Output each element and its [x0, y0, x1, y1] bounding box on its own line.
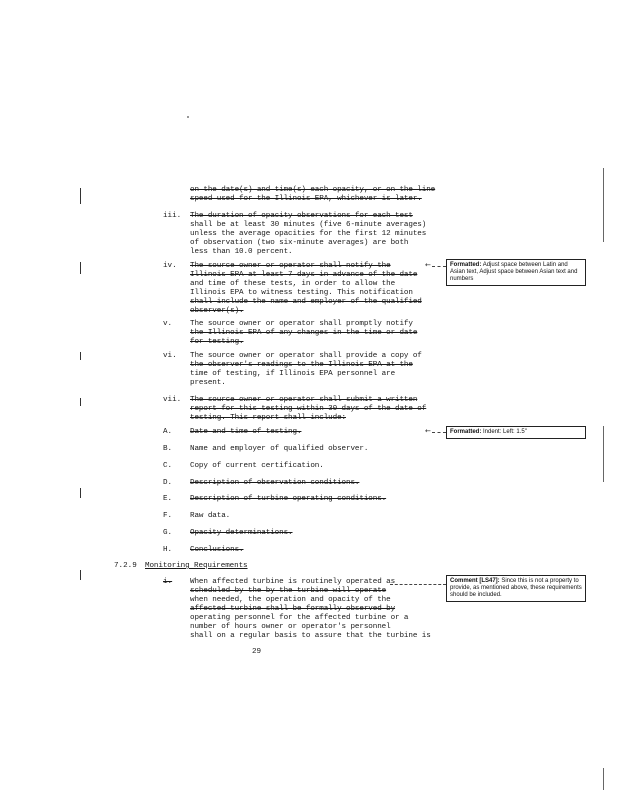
- body-line: when needed, the operation and opacity of the: [190, 596, 391, 604]
- comment-text: Since this is not a property to provide, as mentioned above, these requirements should be included.: [450, 578, 582, 598]
- body-line: number of hours owner or operator's personnel: [190, 623, 391, 631]
- body-line: shall include the name and employer of the qualified: [190, 298, 422, 306]
- comment-connector: [432, 266, 446, 267]
- comment-balloon-indent[interactable]: [446, 426, 586, 439]
- revision-bar: [80, 570, 81, 580]
- body-line: unless the average opacities for the first 12 minutes: [190, 230, 427, 238]
- body-line: scheduled by the by the turbine will operate: [190, 587, 387, 595]
- comment-label: Formatted:: [450, 429, 482, 435]
- body-line: observer(s).: [190, 307, 244, 315]
- page-number: 29: [252, 648, 262, 656]
- body-line: Illinois EPA at least 7 days in advance of the date: [190, 271, 418, 279]
- body-line: The source owner or operator shall notify the: [190, 262, 391, 270]
- connector-arrow-icon: ←: [425, 427, 431, 435]
- revision-bar: [80, 188, 81, 204]
- comment-text: Indent: Left: 1.5": [483, 429, 527, 435]
- body-line: the Illinois EPA of any changes in the time or date: [190, 329, 418, 337]
- sub-item-marker: E.: [163, 495, 173, 503]
- body-line: less than 10.0 percent.: [190, 248, 293, 256]
- item-marker: iv.: [163, 262, 177, 270]
- body-line: The source owner or operator shall provide a copy of: [190, 352, 422, 360]
- sub-item-marker: B.: [163, 445, 173, 453]
- comment-connector: [390, 584, 446, 585]
- body-line: The source owner or operator shall submit a written: [190, 396, 418, 404]
- comment-balloon-ls47[interactable]: [446, 575, 586, 602]
- body-line: the observer's readings to the Illinois EPA at the: [190, 361, 413, 369]
- markup-pane-border: [603, 768, 604, 790]
- section-number: 7.2.9: [114, 562, 137, 570]
- body-line: shall be at least 30 minutes (five 6-minute averages): [190, 221, 427, 229]
- connector-arrow-icon: ←: [425, 261, 431, 269]
- sub-item-text: Opacity determinations.: [190, 529, 293, 537]
- body-line: affected turbine shall be formally observed by: [190, 605, 396, 613]
- item-marker: vii.: [163, 396, 182, 404]
- sub-item-text: Raw data.: [190, 512, 231, 520]
- body-line: Illinois EPA to witness testing. This notification: [190, 289, 413, 297]
- body-line: operating personnel for the affected turbine or a: [190, 614, 409, 622]
- body-line: on the date(s) and time(s) each opacity, or on the line: [190, 186, 436, 194]
- item-marker: v.: [163, 320, 173, 328]
- revision-bar: [80, 488, 81, 498]
- body-line: present.: [190, 379, 226, 387]
- comment-balloon-formatting[interactable]: [446, 259, 586, 286]
- item-marker: i.: [163, 578, 173, 586]
- body-line: The source owner or operator shall promptly notify: [190, 320, 413, 328]
- body-line: of observation (two six-minute averages) are both: [190, 239, 409, 247]
- body-line: The duration of opacity observations for each test: [190, 212, 413, 220]
- body-line: and time of these tests, in order to allow the: [190, 280, 396, 288]
- revision-bar: [80, 352, 81, 360]
- comment-label: Comment [LS47]:: [450, 578, 500, 584]
- sub-item-marker: A.: [163, 428, 173, 436]
- item-marker: iii.: [163, 212, 182, 220]
- comment-text: Adjust space between Latin and Asian text, Adjust space between Asian text and numbers: [450, 262, 578, 282]
- body-line: testing. This report shall include:: [190, 414, 346, 422]
- comment-connector: [432, 432, 446, 433]
- comment-label: Formatted:: [450, 262, 482, 268]
- body-line: for testing.: [190, 338, 244, 346]
- sub-item-marker: D.: [163, 479, 173, 487]
- body-line: shall on a regular basis to assure that the turbine is: [190, 632, 431, 640]
- revision-bar: [80, 262, 81, 274]
- sub-item-text: Name and employer of qualified observer.: [190, 445, 369, 453]
- sub-item-marker: G.: [163, 529, 173, 537]
- markup-pane-border: [603, 168, 604, 242]
- sub-item-text: Copy of current certification.: [190, 462, 324, 470]
- markup-pane-border: [603, 426, 604, 482]
- sub-item-text: Conclusions.: [190, 546, 244, 554]
- sub-item-text: Date and time of testing.: [190, 428, 302, 436]
- sub-item-marker: C.: [163, 462, 173, 470]
- section-title: Monitoring Requirements: [145, 562, 248, 570]
- revision-bar: [80, 398, 81, 406]
- sub-item-marker: H.: [163, 546, 173, 554]
- body-line: report for this testing within 30 days of the date of: [190, 405, 427, 413]
- sub-item-marker: F.: [163, 512, 173, 520]
- sub-item-text: Description of observation conditions.: [190, 479, 360, 487]
- item-marker: vi.: [163, 352, 177, 360]
- scan-speck: [187, 116, 189, 118]
- sub-item-text: Description of turbine operating conditions.: [190, 495, 387, 503]
- body-line: speed used for the Illinois EPA, whichever is later.: [190, 195, 422, 203]
- body-line: time of testing, if Illinois EPA personnel are: [190, 370, 396, 378]
- body-line: When affected turbine is routinely operated as: [190, 578, 396, 586]
